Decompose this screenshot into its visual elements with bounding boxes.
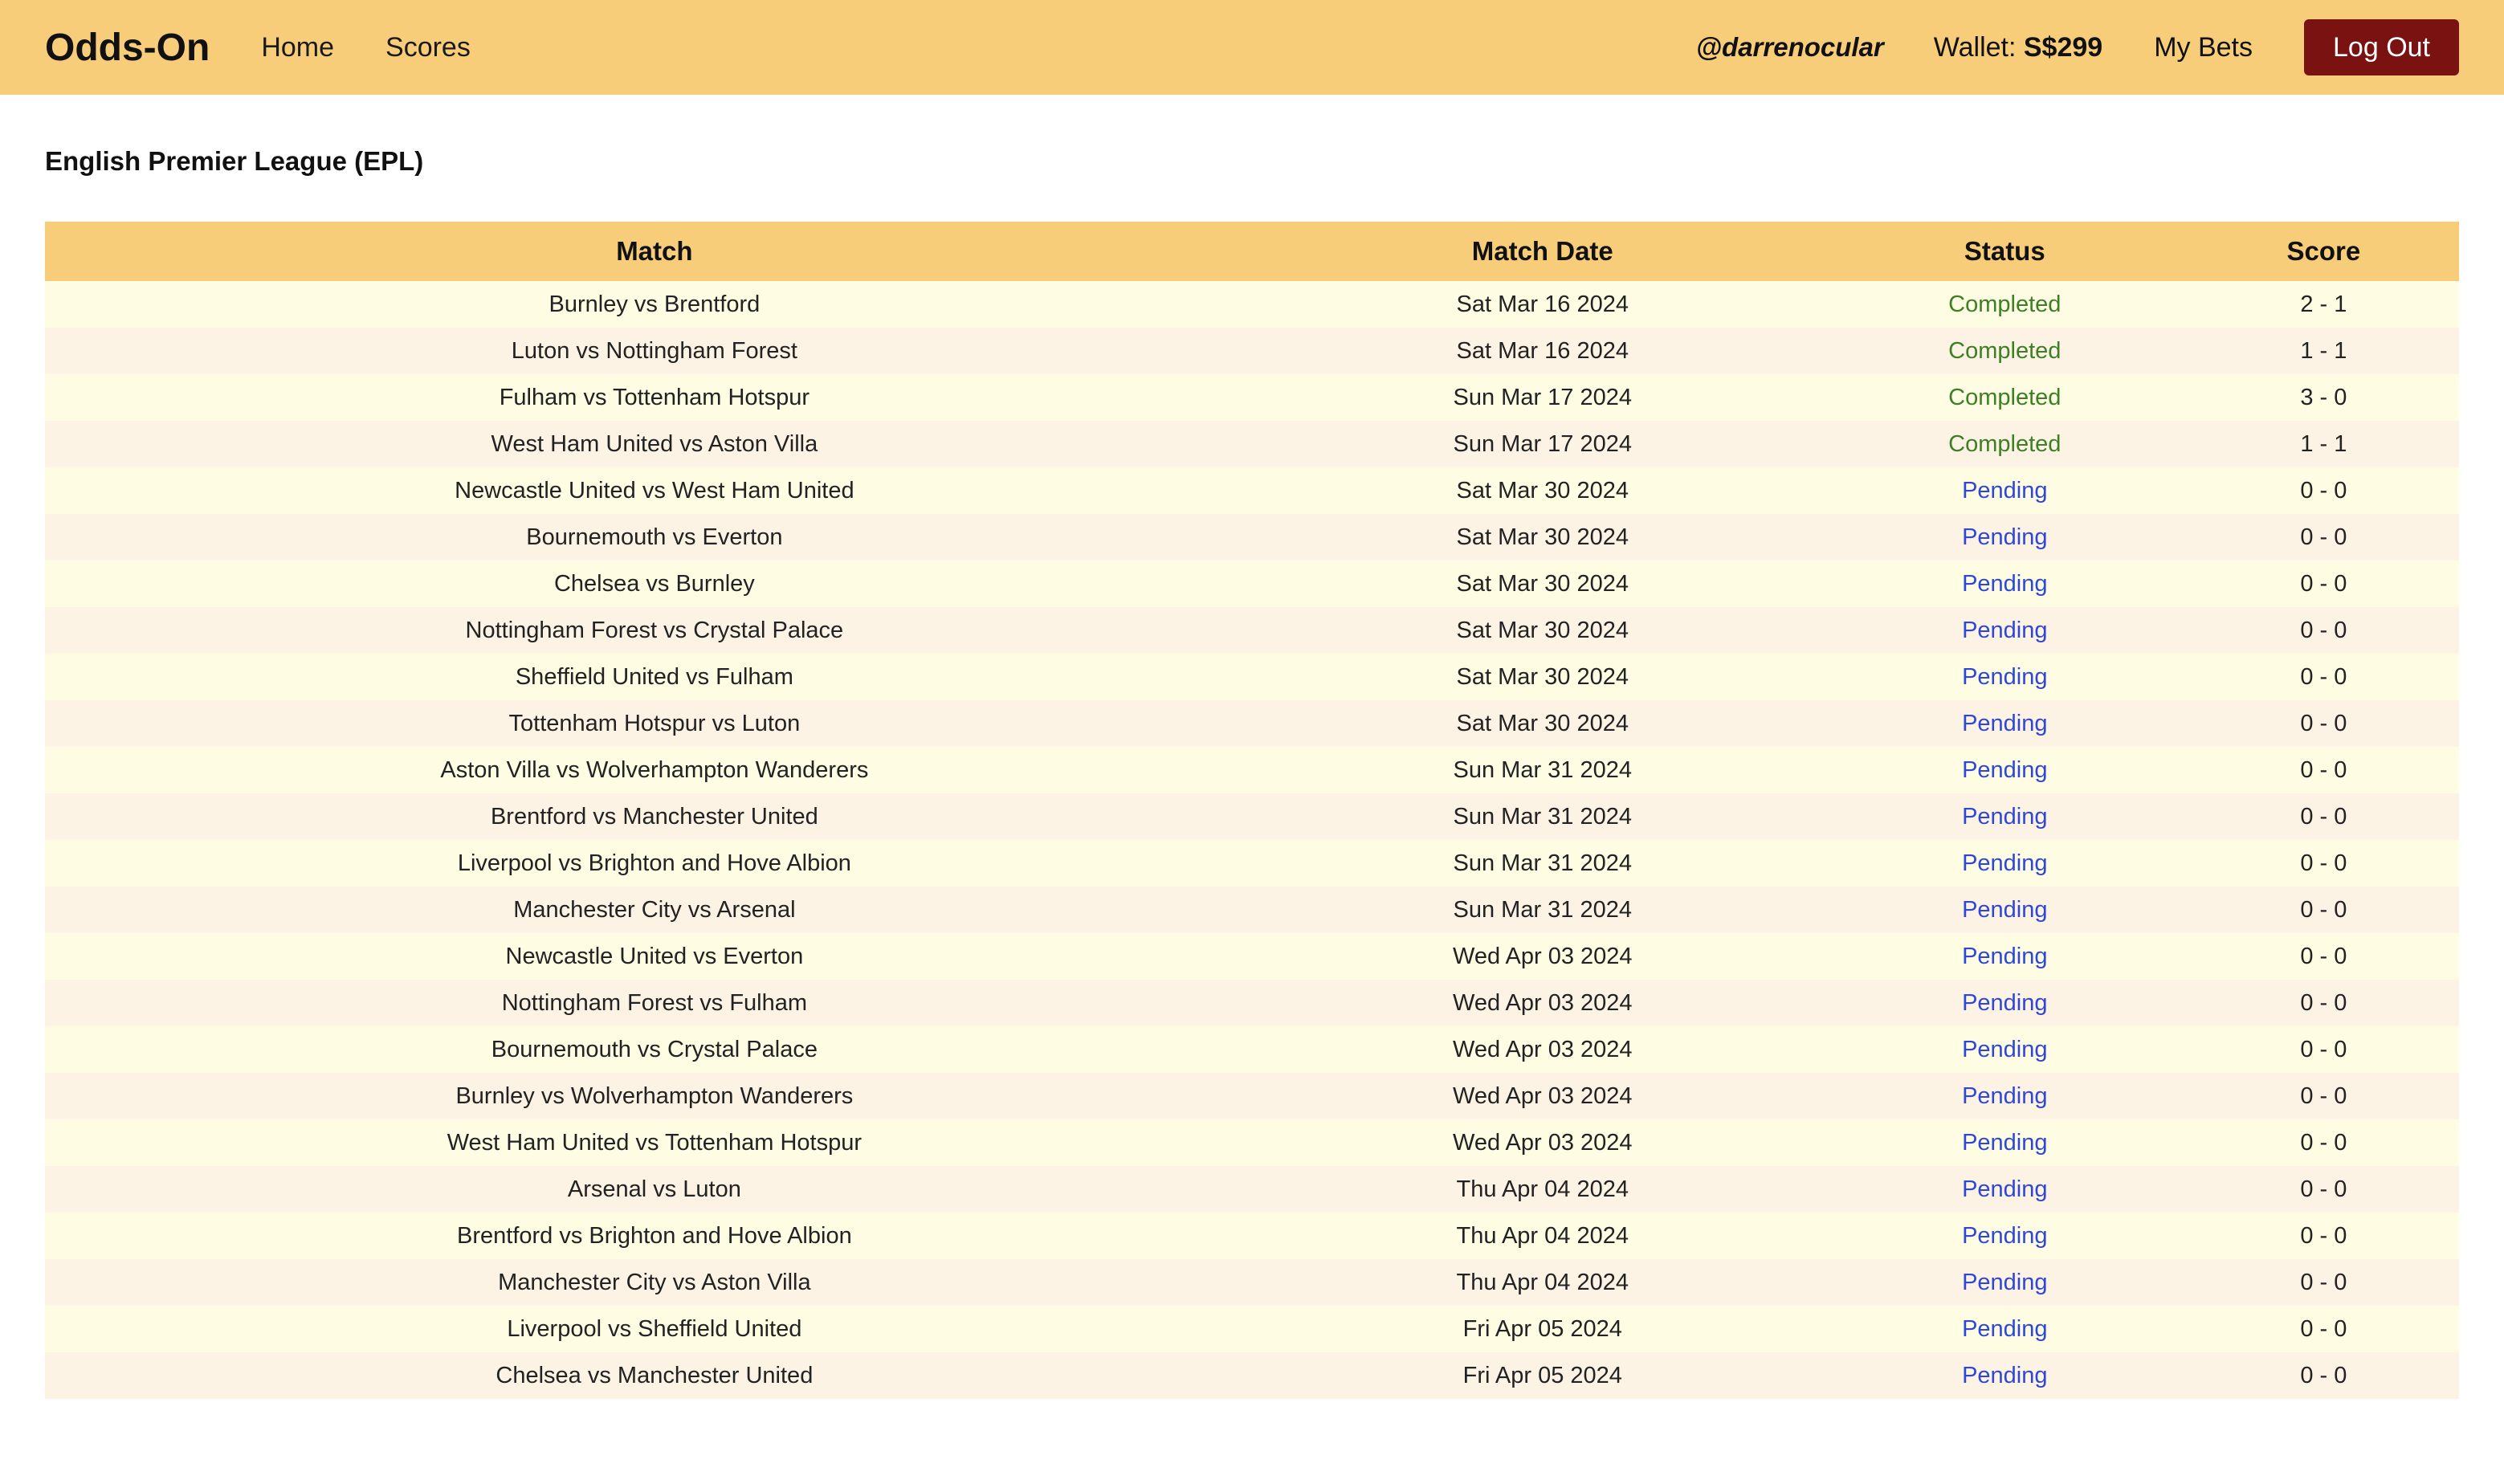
- match-date-cell: Sat Mar 30 2024: [1264, 514, 1821, 561]
- table-row[interactable]: [45, 1073, 2459, 1119]
- table-row[interactable]: [45, 374, 2459, 421]
- status-cell: Pending: [1821, 654, 2188, 700]
- match-date-cell: Sat Mar 30 2024: [1264, 561, 1821, 607]
- status-cell: Pending: [1821, 700, 2188, 747]
- status-cell: Pending: [1821, 561, 2188, 607]
- status-cell: Pending: [1821, 607, 2188, 654]
- match-cell: Arsenal vs Luton: [45, 1166, 1264, 1213]
- status-cell: Pending: [1821, 1259, 2188, 1306]
- match-date-cell: Sun Mar 31 2024: [1264, 887, 1821, 933]
- score-cell: 1 - 1: [2188, 421, 2459, 467]
- score-cell: 3 - 0: [2188, 374, 2459, 421]
- table-row[interactable]: [45, 1213, 2459, 1259]
- score-cell: 0 - 0: [2188, 980, 2459, 1026]
- table-row[interactable]: [45, 421, 2459, 467]
- table-row[interactable]: [45, 1166, 2459, 1213]
- status-cell: Pending: [1821, 1352, 2188, 1399]
- table-row[interactable]: [45, 467, 2459, 514]
- status-cell: Pending: [1821, 1306, 2188, 1352]
- score-cell: 0 - 0: [2188, 1119, 2459, 1166]
- match-date-cell: Wed Apr 03 2024: [1264, 1119, 1821, 1166]
- status-cell: Completed: [1821, 328, 2188, 374]
- status-cell: Pending: [1821, 1026, 2188, 1073]
- username: @darrenocular: [1695, 32, 1884, 62]
- score-cell: 0 - 0: [2188, 1166, 2459, 1213]
- match-date-cell: Sat Mar 30 2024: [1264, 700, 1821, 747]
- match-cell: Manchester City vs Arsenal: [45, 887, 1264, 933]
- score-cell: 0 - 0: [2188, 747, 2459, 793]
- header-score: Score: [2188, 222, 2459, 281]
- match-date-cell: Sat Mar 30 2024: [1264, 654, 1821, 700]
- status-cell: Pending: [1821, 887, 2188, 933]
- match-date-cell: Sun Mar 17 2024: [1264, 421, 1821, 467]
- status-cell: Completed: [1821, 281, 2188, 328]
- table-row[interactable]: [45, 1119, 2459, 1166]
- match-cell: West Ham United vs Aston Villa: [45, 421, 1264, 467]
- match-date-cell: Sat Mar 16 2024: [1264, 281, 1821, 328]
- score-cell: 0 - 0: [2188, 1073, 2459, 1119]
- score-cell: 0 - 0: [2188, 561, 2459, 607]
- match-cell: Sheffield United vs Fulham: [45, 654, 1264, 700]
- header-status: Status: [1821, 222, 2188, 281]
- table-row[interactable]: [45, 328, 2459, 374]
- table-row[interactable]: [45, 747, 2459, 793]
- status-cell: Pending: [1821, 1073, 2188, 1119]
- match-date-cell: Sun Mar 17 2024: [1264, 374, 1821, 421]
- table-row[interactable]: [45, 933, 2459, 980]
- match-date-cell: Fri Apr 05 2024: [1264, 1306, 1821, 1352]
- table-row[interactable]: [45, 700, 2459, 747]
- match-date-cell: Wed Apr 03 2024: [1264, 933, 1821, 980]
- status-cell: Pending: [1821, 1166, 2188, 1213]
- score-cell: 0 - 0: [2188, 654, 2459, 700]
- score-cell: 0 - 0: [2188, 933, 2459, 980]
- matches-table: [45, 222, 2459, 1399]
- table-row[interactable]: [45, 1306, 2459, 1352]
- match-date-cell: Sat Mar 16 2024: [1264, 328, 1821, 374]
- table-row[interactable]: [45, 840, 2459, 887]
- logout-button[interactable]: Log Out: [2304, 19, 2459, 75]
- status-cell: Completed: [1821, 421, 2188, 467]
- match-cell: Fulham vs Tottenham Hotspur: [45, 374, 1264, 421]
- match-cell: Chelsea vs Burnley: [45, 561, 1264, 607]
- table-row[interactable]: [45, 281, 2459, 328]
- match-cell: Brentford vs Brighton and Hove Albion: [45, 1213, 1264, 1259]
- status-cell: Pending: [1821, 1213, 2188, 1259]
- nav-link-scores[interactable]: Scores: [385, 31, 471, 63]
- status-cell: Completed: [1821, 374, 2188, 421]
- table-row[interactable]: [45, 793, 2459, 840]
- wallet-label: Wallet:: [1933, 31, 2024, 63]
- match-cell: West Ham United vs Tottenham Hotspur: [45, 1119, 1264, 1166]
- match-date-cell: Wed Apr 03 2024: [1264, 1073, 1821, 1119]
- table-header-row: [45, 222, 2459, 281]
- nav-link-my-bets[interactable]: My Bets: [2154, 31, 2253, 63]
- score-cell: 0 - 0: [2188, 607, 2459, 654]
- match-cell: Burnley vs Brentford: [45, 281, 1264, 328]
- status-cell: Pending: [1821, 933, 2188, 980]
- nav-link-home[interactable]: Home: [261, 31, 335, 63]
- status-cell: Pending: [1821, 1119, 2188, 1166]
- match-cell: Nottingham Forest vs Fulham: [45, 980, 1264, 1026]
- score-cell: 0 - 0: [2188, 1259, 2459, 1306]
- brand-logo[interactable]: Odds-On: [45, 26, 210, 69]
- score-cell: 0 - 0: [2188, 1306, 2459, 1352]
- main-content: [0, 146, 2504, 1399]
- table-row[interactable]: [45, 887, 2459, 933]
- table-row[interactable]: [45, 654, 2459, 700]
- wallet-balance: [1934, 32, 2102, 63]
- match-cell: Newcastle United vs West Ham United: [45, 467, 1264, 514]
- match-date-cell: Wed Apr 03 2024: [1264, 980, 1821, 1026]
- score-cell: 0 - 0: [2188, 1352, 2459, 1399]
- table-row[interactable]: [45, 1259, 2459, 1306]
- match-cell: Tottenham Hotspur vs Luton: [45, 700, 1264, 747]
- match-date-cell: Wed Apr 03 2024: [1264, 1026, 1821, 1073]
- match-cell: Brentford vs Manchester United: [45, 793, 1264, 840]
- match-cell: Luton vs Nottingham Forest: [45, 328, 1264, 374]
- status-cell: Pending: [1821, 793, 2188, 840]
- match-date-cell: Sun Mar 31 2024: [1264, 747, 1821, 793]
- score-cell: 1 - 1: [2188, 328, 2459, 374]
- table-row[interactable]: [45, 1352, 2459, 1399]
- match-cell: Burnley vs Wolverhampton Wanderers: [45, 1073, 1264, 1119]
- score-cell: 0 - 0: [2188, 887, 2459, 933]
- match-date-cell: Thu Apr 04 2024: [1264, 1213, 1821, 1259]
- nav-right-group: [1696, 19, 2459, 75]
- match-date-cell: Sun Mar 31 2024: [1264, 793, 1821, 840]
- score-cell: 0 - 0: [2188, 1213, 2459, 1259]
- match-cell: Chelsea vs Manchester United: [45, 1352, 1264, 1399]
- match-date-cell: Thu Apr 04 2024: [1264, 1166, 1821, 1213]
- match-date-cell: Sat Mar 30 2024: [1264, 467, 1821, 514]
- score-cell: 0 - 0: [2188, 700, 2459, 747]
- matches-table-body: [45, 281, 2459, 1399]
- status-cell: Pending: [1821, 980, 2188, 1026]
- match-cell: Bournemouth vs Crystal Palace: [45, 1026, 1264, 1073]
- status-cell: Pending: [1821, 747, 2188, 793]
- wallet-amount: S$299: [2023, 31, 2103, 63]
- score-cell: 0 - 0: [2188, 514, 2459, 561]
- match-date-cell: Sat Mar 30 2024: [1264, 607, 1821, 654]
- match-cell: Liverpool vs Sheffield United: [45, 1306, 1264, 1352]
- table-row[interactable]: [45, 980, 2459, 1026]
- match-cell: Aston Villa vs Wolverhampton Wanderers: [45, 747, 1264, 793]
- status-cell: Pending: [1821, 467, 2188, 514]
- match-cell: Liverpool vs Brighton and Hove Albion: [45, 840, 1264, 887]
- match-date-cell: Thu Apr 04 2024: [1264, 1259, 1821, 1306]
- status-cell: Pending: [1821, 514, 2188, 561]
- league-title: English Premier League (EPL): [45, 146, 424, 176]
- top-navbar: [0, 0, 2504, 95]
- match-date-cell: Sun Mar 31 2024: [1264, 840, 1821, 887]
- match-date-cell: Fri Apr 05 2024: [1264, 1352, 1821, 1399]
- match-cell: Newcastle United vs Everton: [45, 933, 1264, 980]
- header-match-date: Match Date: [1264, 222, 1821, 281]
- table-row[interactable]: [45, 561, 2459, 607]
- score-cell: 2 - 1: [2188, 281, 2459, 328]
- table-row[interactable]: [45, 607, 2459, 654]
- score-cell: 0 - 0: [2188, 840, 2459, 887]
- match-cell: Nottingham Forest vs Crystal Palace: [45, 607, 1264, 654]
- score-cell: 0 - 0: [2188, 793, 2459, 840]
- table-row[interactable]: [45, 1026, 2459, 1073]
- header-match: Match: [45, 222, 1264, 281]
- status-cell: Pending: [1821, 840, 2188, 887]
- table-row[interactable]: [45, 514, 2459, 561]
- score-cell: 0 - 0: [2188, 467, 2459, 514]
- match-cell: Bournemouth vs Everton: [45, 514, 1264, 561]
- score-cell: 0 - 0: [2188, 1026, 2459, 1073]
- match-cell: Manchester City vs Aston Villa: [45, 1259, 1264, 1306]
